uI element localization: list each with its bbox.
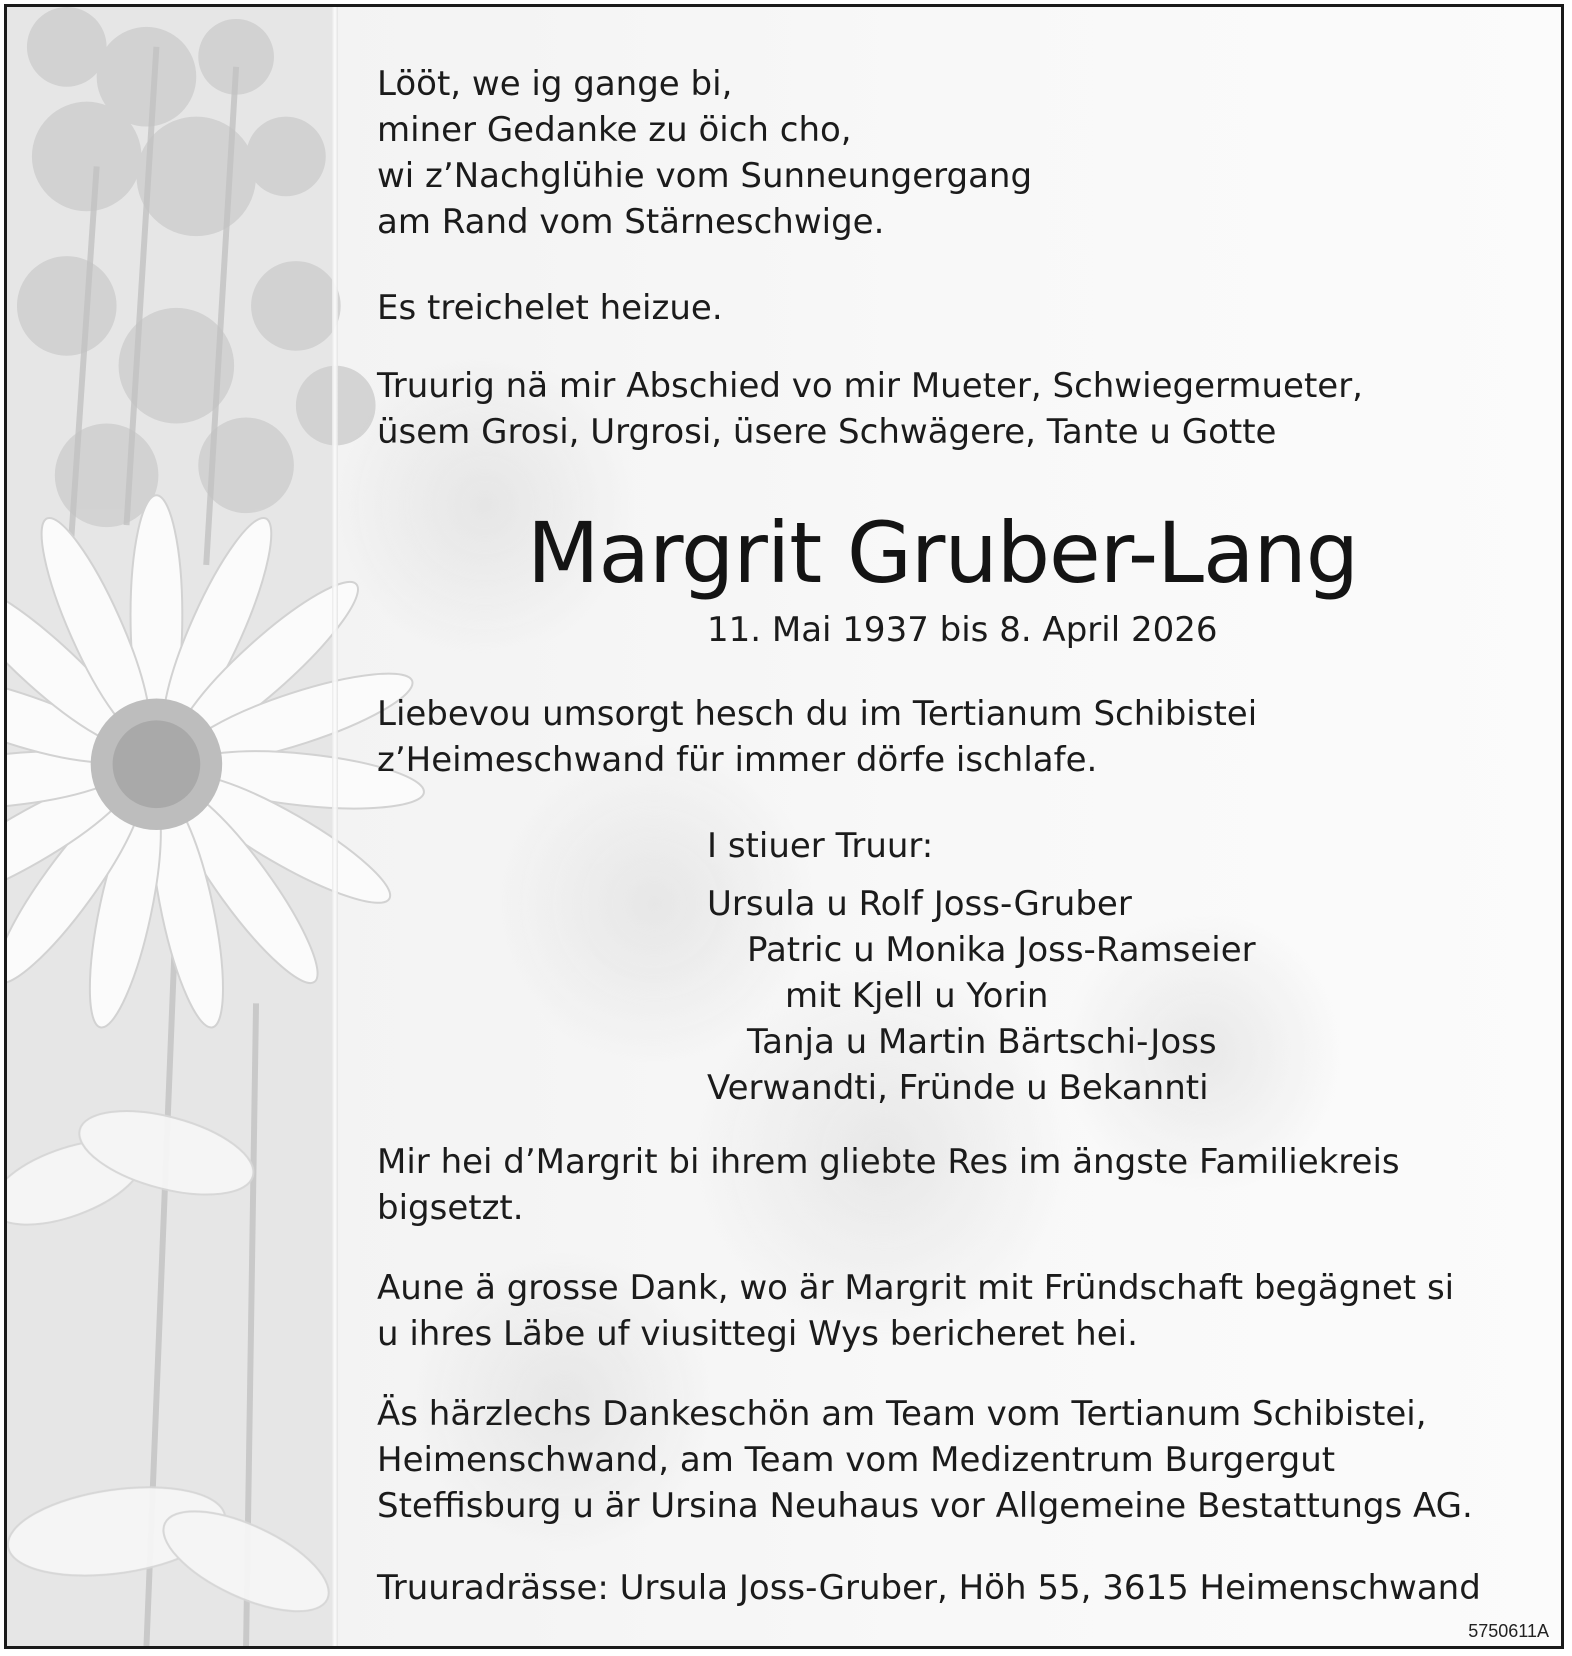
poem (377, 61, 1032, 245)
burial-note (377, 1139, 1400, 1231)
mourning-address: Truuradrässe: Ursula Joss-Gruber, Höh 55, 3615 Heimenschwand (377, 1568, 1481, 1608)
mourner-entry: mit Kjell u Yorin (785, 976, 1049, 1016)
burial-line: bigsetzt. (377, 1188, 524, 1228)
thanks-line: Steffisburg u är Ursina Neuhaus vor Allgemeine Bestattungs AG. (377, 1486, 1473, 1526)
poem-line: wi z’Nachglühie vom Sunneungergang (377, 156, 1033, 196)
mourner-entry: Tanja u Martin Bärtschi-Joss (747, 1022, 1217, 1062)
poem-line: miner Gedanke zu öich cho, (377, 110, 852, 150)
thanks-specific (377, 1391, 1473, 1529)
vertical-divider (332, 7, 338, 1646)
poem-closing: Es treichelet heizue. (377, 288, 723, 328)
deceased-name: Margrit Gruber-Lang (527, 504, 1359, 602)
announcement (377, 363, 1363, 455)
mourner-entry: Ursula u Rolf Joss-Gruber (707, 884, 1132, 924)
thanks-line: Heimenschwand, am Team vom Medizentrum Burgergut (377, 1440, 1336, 1480)
mourner-entry: Verwandti, Fründe u Bekannti (707, 1068, 1209, 1108)
life-dates: 11. Mai 1937 bis 8. April 2026 (707, 610, 1218, 650)
mourner-entry: Patric u Monika Joss-Ramseier (747, 930, 1256, 970)
mourners-title: I stiuer Truur: (707, 826, 934, 866)
poem-line: am Rand vom Stärneschwige. (377, 202, 885, 242)
thanks-line: u ihres Läbe uf viusittegi Wys bericheret hei. (377, 1314, 1138, 1354)
announcement-line: Truurig nä mir Abschied vo mir Mueter, Schwiegermueter, (377, 366, 1363, 406)
care-line: Liebevou umsorgt hesch du im Tertianum Schibistei (377, 694, 1258, 734)
ad-reference-code: 5750611A (1468, 1621, 1549, 1641)
burial-line: Mir hei d’Margrit bi ihrem gliebte Res im ängste Familiekreis (377, 1142, 1400, 1182)
thanks-line: Aune ä grosse Dank, wo är Margrit mit Fründschaft begägnet si (377, 1268, 1455, 1308)
announcement-line: üsem Grosi, Urgrosi, üsere Schwägere, Tante u Gotte (377, 412, 1277, 452)
mourners-list (707, 881, 1256, 1111)
poem-line: Lööt, we ig gange bi, (377, 64, 733, 104)
thanks-general (377, 1265, 1454, 1357)
care-line: z’Heimeschwand für immer dörfe ischlafe. (377, 740, 1098, 780)
obituary-frame (4, 4, 1564, 1649)
thanks-line: Äs härzlechs Dankeschön am Team vom Tertianum Schibistei, (377, 1394, 1427, 1434)
care-note (377, 691, 1257, 783)
